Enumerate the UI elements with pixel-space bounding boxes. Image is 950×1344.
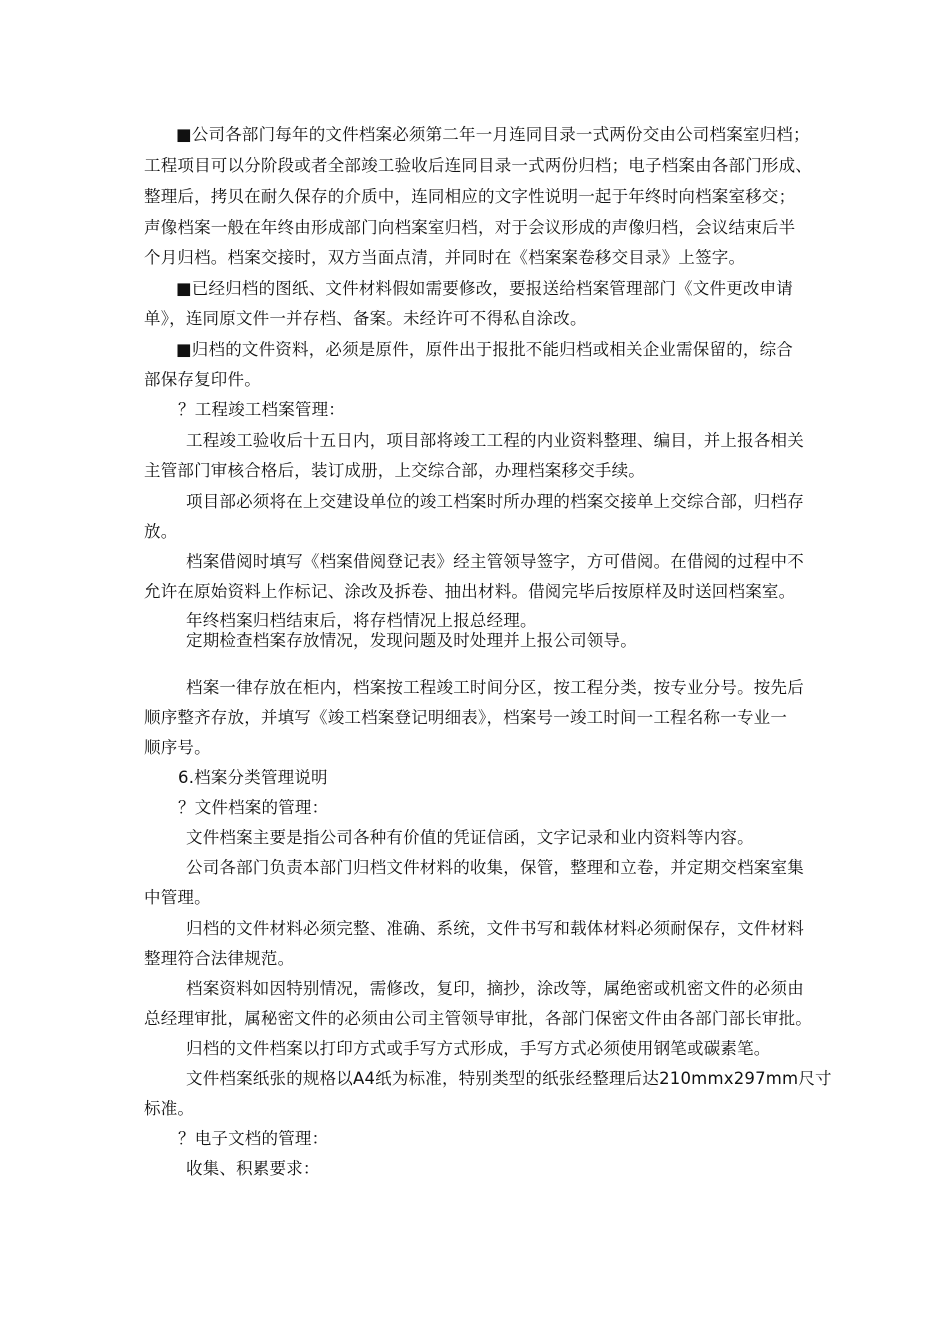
paragraph-line: ■已经归档的图纸、文件材料假如需要修改，要报送给档案管理部门《文件更改申请	[176, 279, 793, 298]
section-heading: 6.档案分类管理说明	[178, 768, 328, 787]
paragraph-line: ■归档的文件资料，必须是原件，原件出于报批不能归档或相关企业需保留的，综合	[176, 340, 793, 359]
paragraph-line: 归档的文件档案以打印方式或手写方式形成，手写方式必须使用钢笔或碳素笔。	[186, 1039, 771, 1058]
paragraph-line: 工程竣工验收后十五日内，项目部将竣工工程的内业资料整理、编目，并上报各相关	[186, 431, 804, 450]
section-heading: ？电子文档的管理：	[178, 1129, 329, 1148]
paragraph-line: 顺序号。	[144, 738, 211, 757]
paragraph-line: 中管理。	[144, 888, 211, 907]
paragraph-line: 公司各部门负责本部门归档文件材料的收集，保管，整理和立卷，并定期交档案室集	[186, 858, 804, 877]
paragraph-line: 个月归档。档案交接时，双方当面点清，并同时在《档案案卷移交目录》上签字。	[144, 248, 746, 267]
paragraph-line: 年终档案归档结束后，将存档情况上报总经理。	[186, 611, 537, 630]
paragraph-line: 档案借阅时填写《档案借阅登记表》经主管领导签字，方可借阅。在借阅的过程中不	[186, 552, 804, 571]
paragraph-line: 总经理审批，属秘密文件的必须由公司主管领导审批，各部门保密文件由各部门部长审批。	[144, 1009, 812, 1028]
paragraph-line: 文件档案纸张的规格以A4纸为标准，特别类型的纸张经整理后达210mmx297mm尺寸	[186, 1069, 832, 1088]
section-heading: ？文件档案的管理：	[178, 798, 329, 817]
paragraph-line: 标准。	[144, 1099, 195, 1118]
paragraph-line: 工程项目可以分阶段或者全部竣工验收后连同目录一式两份归档；电子档案由各部门形成、	[144, 156, 812, 175]
paragraph-line: 放。	[144, 522, 178, 541]
paragraph-line: 主管部门审核合格后，装订成册，上交综合部，办理档案移交手续。	[144, 461, 645, 480]
paragraph-line: 整理符合法律规范。	[144, 949, 295, 968]
paragraph-line: 定期检查档案存放情况，发现问题及时处理并上报公司领导。	[186, 631, 637, 650]
paragraph-line: 声像档案一般在年终由形成部门向档案室归档，对于会议形成的声像归档，会议结束后半	[144, 218, 796, 237]
paragraph-line: 整理后，拷贝在耐久保存的介质中，连同相应的文字性说明一起于年终时向档案室移交；	[144, 187, 796, 206]
paragraph-line: 档案资料如因特别情况，需修改，复印，摘抄，涂改等，属绝密或机密文件的必须由	[186, 979, 804, 998]
paragraph-line: ■公司各部门每年的文件档案必须第二年一月连同目录一式两份交由公司档案室归档；	[176, 125, 810, 144]
paragraph-line: 顺序整齐存放，并填写《竣工档案登记明细表》，档案号一竣工时间一工程名称一专业一	[144, 708, 788, 727]
paragraph-line: 收集、积累要求：	[186, 1159, 320, 1178]
paragraph-line: 单》，连同原文件一并存档、备案。未经许可不得私自涂改。	[144, 309, 587, 328]
paragraph-line: 文件档案主要是指公司各种有价值的凭证信函，文字记录和业内资料等内容。	[186, 828, 754, 847]
paragraph-line: 部保存复印件。	[144, 370, 261, 389]
paragraph-line: 档案一律存放在柜内，档案按工程竣工时间分区，按工程分类，按专业分号。按先后	[186, 678, 804, 697]
section-heading: ？工程竣工档案管理：	[178, 400, 345, 419]
paragraph-line: 项目部必须将在上交建设单位的竣工档案时所办理的档案交接单上交综合部，归档存	[186, 492, 804, 511]
paragraph-line: 允许在原始资料上作标记、涂改及拆卷、抽出材料。借阅完毕后按原样及时送回档案室。	[144, 582, 796, 601]
paragraph-line: 归档的文件材料必须完整、准确、系统，文件书写和载体材料必须耐保存，文件材料	[186, 919, 804, 938]
